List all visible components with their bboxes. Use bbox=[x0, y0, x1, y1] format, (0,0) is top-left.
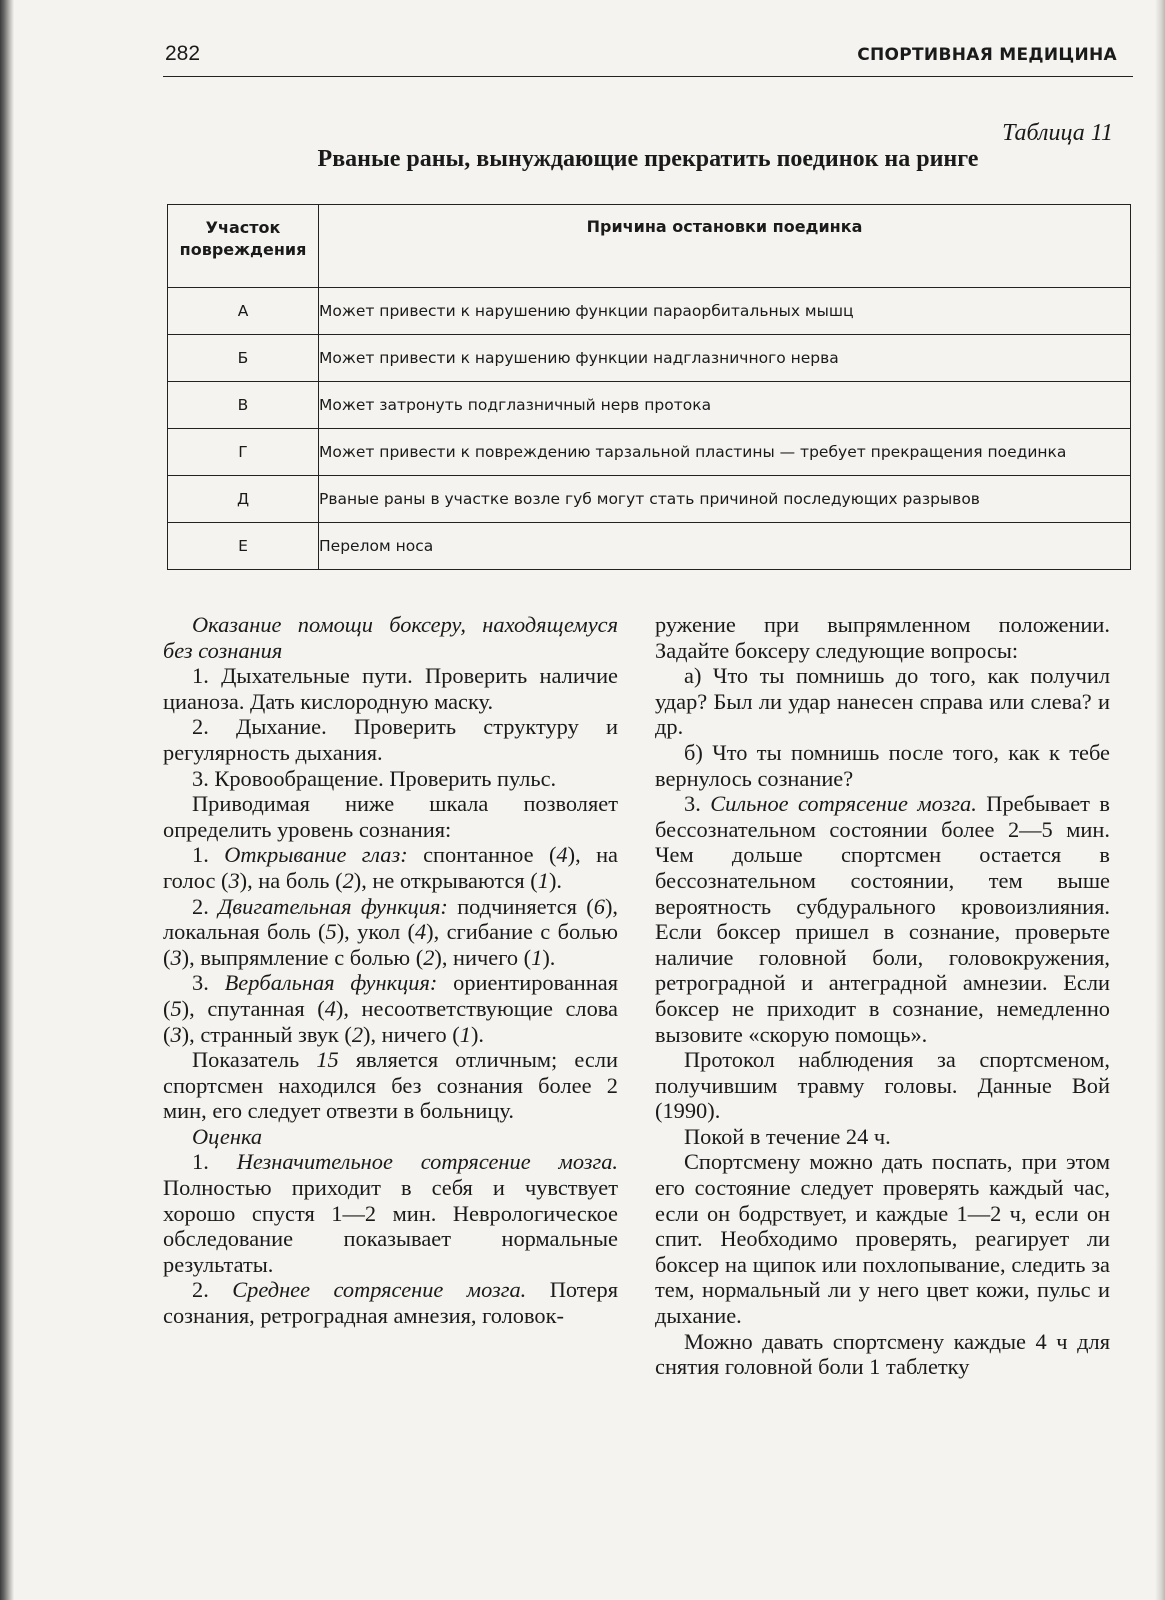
text-run: ), локальная боль ( bbox=[163, 893, 618, 945]
score-value: 5 bbox=[170, 995, 182, 1021]
item-label: Вербальная функция: bbox=[224, 970, 438, 996]
text-run: ). bbox=[542, 944, 556, 970]
text-run: ). bbox=[548, 867, 562, 893]
item-label: Незначительное сотрясение мозга. bbox=[236, 1149, 619, 1175]
question-a: а) Что ты помнишь до того, как получил удар? Был ли удар нанесен справа или слева? и др. bbox=[655, 663, 1110, 740]
item-label: Сильное сотрясение мозга. bbox=[710, 791, 977, 817]
row-zone: Б bbox=[168, 335, 319, 382]
text-run: ориентированная ( bbox=[163, 970, 619, 1021]
table-row bbox=[168, 288, 1131, 335]
score-value: 2 bbox=[423, 944, 435, 970]
score-value: 1 bbox=[459, 1021, 471, 1047]
item-label: Двигательная функция: bbox=[218, 893, 448, 919]
header-reason: Причина остановки поединка bbox=[319, 205, 1131, 288]
item-number: 1. bbox=[192, 1149, 237, 1175]
paragraph-continued: ружение при выпрямленном положении. Задайте боксеру следующие вопросы: bbox=[655, 612, 1110, 663]
text-run: Пребывает в бессознательном состоянии более 2—5 мин. Чем дольше спортсмен остается в бессознательном состоянии, тем выше вероятность субдурального кровоизлияния. Если боксер пришел в сознание, проверьте наличие головной боли, головокружения, ретроградной и антеградной амнезии. Если боксер не приходит в сознание, немедленно вызовите «скорую помощь». bbox=[655, 791, 1110, 1047]
page-edge-right bbox=[1155, 0, 1165, 1600]
paragraph-motor bbox=[163, 894, 618, 971]
text-run: ), спутанная ( bbox=[181, 995, 325, 1021]
row-reason: Перелом носа bbox=[319, 523, 1131, 570]
text-run: ), ничего ( bbox=[434, 944, 532, 970]
text-run: ), ничего ( bbox=[363, 1021, 460, 1047]
row-reason: Может привести к нарушению функции надглазничного нерва bbox=[319, 335, 1131, 382]
score-value: 2 bbox=[342, 867, 354, 893]
paragraph-eyes bbox=[163, 842, 618, 893]
paragraph-airway: 1. Дыхательные пути. Проверить наличие цианоза. Дать кислородную маску. bbox=[163, 663, 618, 714]
text-run: ), выпрямление с болью ( bbox=[181, 944, 424, 970]
row-reason: Может привести к нарушению функции параорбитальных мышц bbox=[319, 288, 1131, 335]
paragraph-severe bbox=[655, 791, 1110, 1047]
paragraph-sleep: Спортсмену можно дать поспать, при этом его состояние следует проверять каждый час, если он бодрствует, и каждые 1—2 ч, если он спит. Необходимо проверять, реагирует ли боксер на щипок или похлопывание, следить за тем, нормальный ли у него цвет кожи, пульс и дыхание. bbox=[655, 1149, 1110, 1329]
header-zone: Участок повреждения bbox=[168, 205, 319, 288]
section-heading bbox=[163, 612, 618, 663]
row-reason: Может привести к повреждению тарзальной пластины — требует прекращения поединка bbox=[319, 429, 1131, 476]
paragraph-circulation: 3. Кровообращение. Проверить пульс. bbox=[192, 765, 557, 791]
row-zone: Д bbox=[168, 476, 319, 523]
paragraph-tablet: Можно давать спортсмену каждые 4 ч для снятия головной боли 1 таблетку bbox=[655, 1328, 1110, 1380]
score-value: 6 bbox=[593, 893, 605, 919]
score-value: 1 bbox=[537, 867, 549, 893]
text-run: спонтанное ( bbox=[407, 842, 557, 868]
text-run: ), несоответствующие слова ( bbox=[163, 995, 618, 1047]
paragraph-protocol: Протокол наблюдения за спортсменом, получившим травму головы. Данные Вой (1990). bbox=[655, 1047, 1110, 1124]
table-header-row bbox=[168, 205, 1131, 288]
text-run: подчиняется ( bbox=[447, 893, 594, 919]
text-run: ), странный звук ( bbox=[181, 1021, 352, 1047]
text-run: ), не открываются ( bbox=[353, 867, 538, 893]
score-value: 3 bbox=[170, 1021, 182, 1047]
table-row bbox=[168, 429, 1131, 476]
item-number: 3. bbox=[192, 970, 225, 996]
header-rule bbox=[163, 76, 1133, 77]
item-number: 1. bbox=[192, 842, 225, 868]
question-b: б) Что ты помнишь после того, как к тебе вернулось сознание? bbox=[655, 739, 1110, 791]
item-number: 2. bbox=[192, 1277, 233, 1303]
score-value: 4 bbox=[324, 995, 336, 1021]
text-run: Полностью приходит в себя и чувствует хорошо спустя 1—2 мин. Неврологическое обследование показывает нормальные результаты. bbox=[163, 1175, 618, 1277]
assessment-heading bbox=[163, 1124, 618, 1150]
score-value: 4 bbox=[556, 842, 568, 868]
score-value: 4 bbox=[414, 919, 427, 945]
score-value: 2 bbox=[351, 1021, 364, 1047]
injury-table bbox=[167, 204, 1131, 570]
paragraph-moderate bbox=[163, 1277, 618, 1328]
score-value: 3 bbox=[228, 867, 240, 893]
text-run: Потеря сознания, ретроградная амнезия, головок- bbox=[163, 1277, 618, 1329]
score-value: 5 bbox=[325, 919, 337, 945]
item-label: Открывание глаз: bbox=[224, 842, 408, 868]
assessment-heading-text: Оценка bbox=[192, 1123, 263, 1149]
paragraph-scale-intro: Приводимая ниже шкала позволяет определить уровень сознания: bbox=[163, 791, 618, 842]
row-zone: А bbox=[168, 288, 319, 335]
paragraph-breathing: 2. Дыхание. Проверить структуру и регулярность дыхания. bbox=[163, 714, 618, 765]
page-edge-shadow bbox=[0, 0, 14, 1600]
table-title: Рваные раны, вынуждающие прекратить поединок на ринге bbox=[317, 146, 979, 172]
paragraph-score bbox=[163, 1047, 618, 1124]
right-column bbox=[655, 612, 1110, 1380]
text-run: является отличным; если спортсмен находился без сознания более 2 мин, его следует отвезти в больницу. bbox=[163, 1047, 618, 1124]
score-value: 15 bbox=[316, 1047, 339, 1073]
item-label: Среднее сотрясение мозга. bbox=[232, 1277, 527, 1303]
row-zone: Г bbox=[168, 429, 319, 476]
score-value: 1 bbox=[531, 944, 543, 970]
row-zone: В bbox=[168, 382, 319, 429]
item-number: 3. bbox=[684, 791, 711, 817]
table-label: Таблица 11 bbox=[1002, 120, 1113, 146]
row-zone: Е bbox=[168, 523, 319, 570]
paragraph-rest: Покой в течение 24 ч. bbox=[684, 1123, 891, 1149]
score-value: 3 bbox=[170, 944, 182, 970]
text-run: ), на голос ( bbox=[163, 842, 618, 893]
text-run: ), на боль ( bbox=[239, 867, 343, 893]
section-heading-text: Оказание помощи боксеру, находящемуся без сознания bbox=[163, 612, 618, 663]
item-number: 2. bbox=[192, 893, 219, 919]
paragraph-mild bbox=[163, 1149, 618, 1277]
table-row bbox=[168, 382, 1131, 429]
text-run: Показатель bbox=[192, 1047, 317, 1073]
running-title: СПОРТИВНАЯ МЕДИЦИНА bbox=[857, 45, 1117, 65]
table-row bbox=[168, 335, 1131, 382]
left-column bbox=[163, 612, 618, 1329]
text-run: ), сгибание с болью ( bbox=[163, 919, 618, 970]
table-row bbox=[168, 476, 1131, 523]
paragraph-verbal bbox=[163, 970, 618, 1047]
text-run: ). bbox=[470, 1021, 484, 1047]
table-row bbox=[168, 523, 1131, 570]
page-number: 282 bbox=[165, 42, 201, 65]
row-reason: Рваные раны в участке возле губ могут стать причиной последующих разрывов bbox=[319, 476, 1131, 523]
text-run: ), укол ( bbox=[336, 919, 415, 945]
row-reason: Может затронуть подглазничный нерв протока bbox=[319, 382, 1131, 429]
